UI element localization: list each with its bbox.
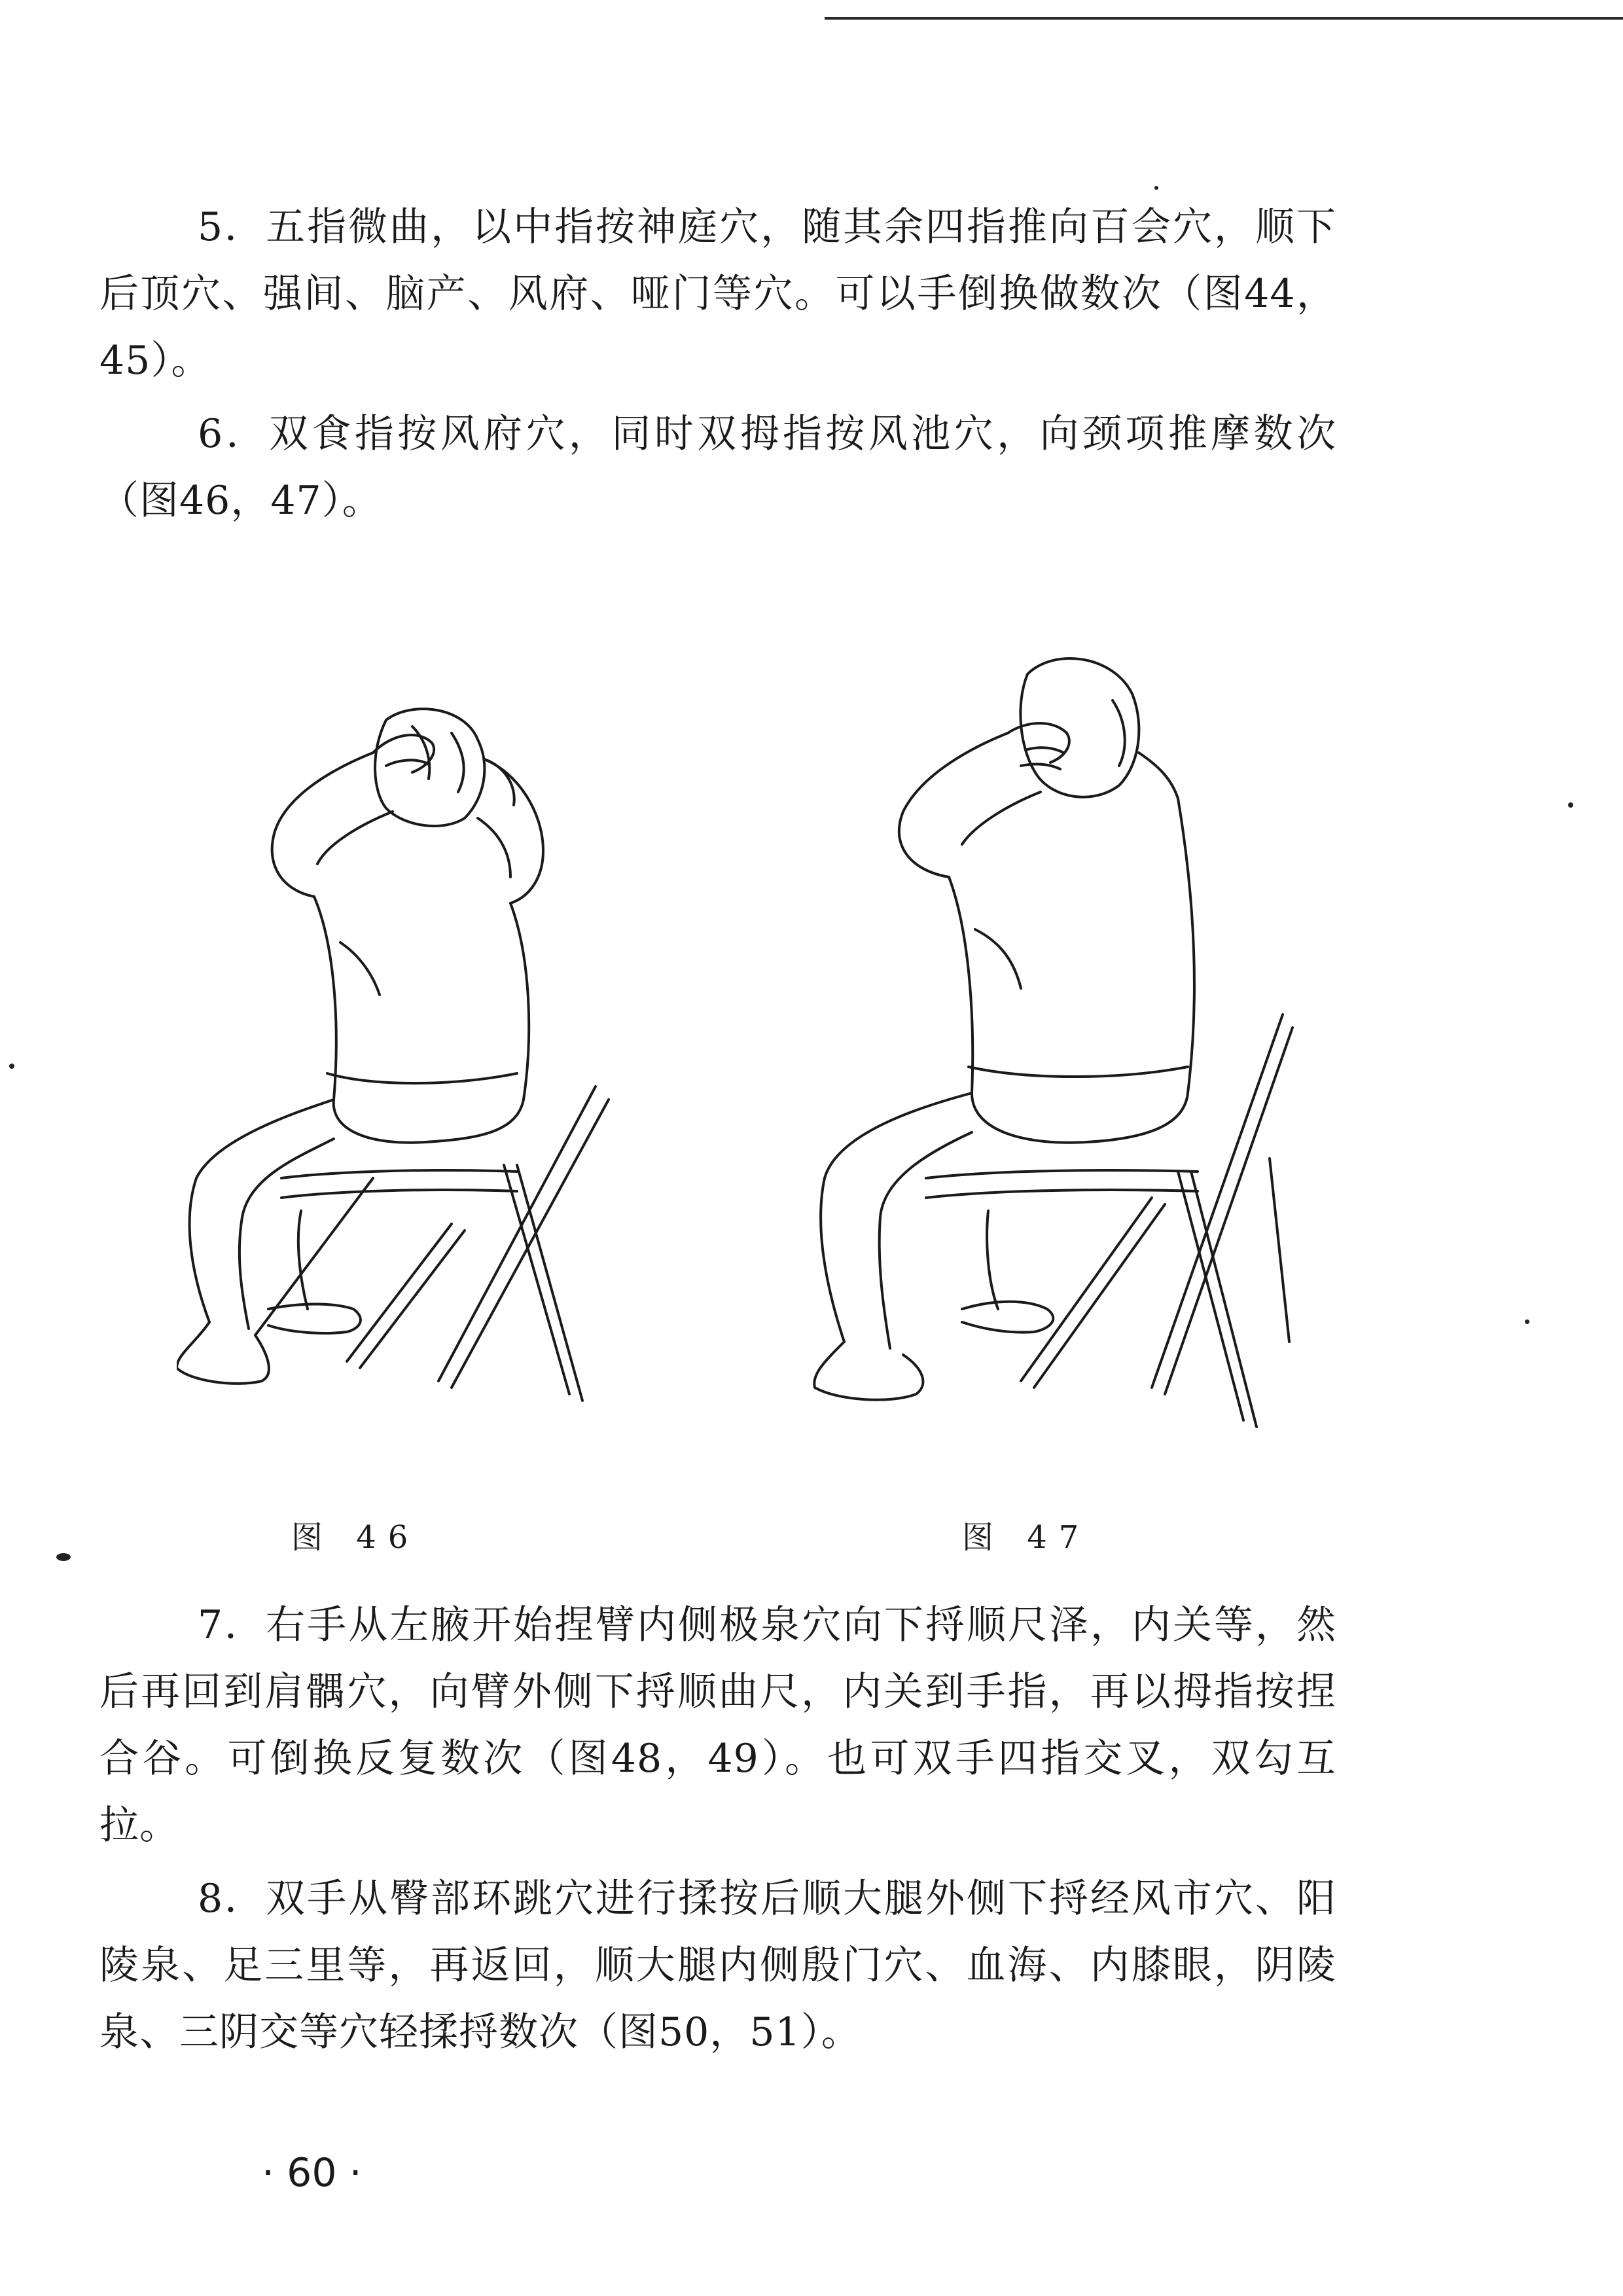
text-block-bottom xyxy=(99,1592,1336,2066)
seated-figure-hands-behind-head-icon xyxy=(812,635,1296,1453)
figure-47 xyxy=(812,635,1296,1453)
scan-speck xyxy=(9,1064,14,1069)
paragraph-6: 6．双食指按风府穴，同时双拇指按风池穴，向颈项推摩数次（图46，47）。 xyxy=(99,411,1336,524)
top-rule xyxy=(825,17,1623,20)
page-number: · 60 · xyxy=(262,2150,362,2196)
paragraph-7: 7．右手从左腋开始捏臂内侧极泉穴向下捋顺尺泽，内关等，然后再回到肩髃穴，向臂外侧下捋顺曲尺，内关到手指，再以拇指按捏合谷。可倒换反复数次（图48，49）。也可双手四指交叉，双勾互拉。 xyxy=(99,1602,1336,1848)
figure-47-caption: 图 47 xyxy=(962,1519,1091,1556)
scan-speck xyxy=(1525,1319,1529,1324)
figure-46-caption: 图 46 xyxy=(291,1519,420,1556)
scan-speck xyxy=(56,1553,71,1561)
paragraph-5: 5．五指微曲，以中指按神庭穴，随其余四指推向百会穴，顺下后顶穴、强间、脑产、风府、哑门等穴。可以手倒换做数次（图44，45）。 xyxy=(99,204,1336,384)
seated-figure-hands-on-head-icon xyxy=(177,681,622,1433)
scan-speck xyxy=(1154,186,1158,190)
text-block-top xyxy=(99,194,1336,534)
figure-46 xyxy=(177,681,622,1433)
paragraph-8: 8．双手从臀部环跳穴进行揉按后顺大腿外侧下捋经风市穴、阳陵泉、足三里等，再返回，顺大腿内侧殷门穴、血海、内膝眼，阴陵泉、三阴交等穴轻揉捋数次（图50，51）。 xyxy=(99,1876,1336,2055)
scan-speck xyxy=(1568,802,1573,808)
